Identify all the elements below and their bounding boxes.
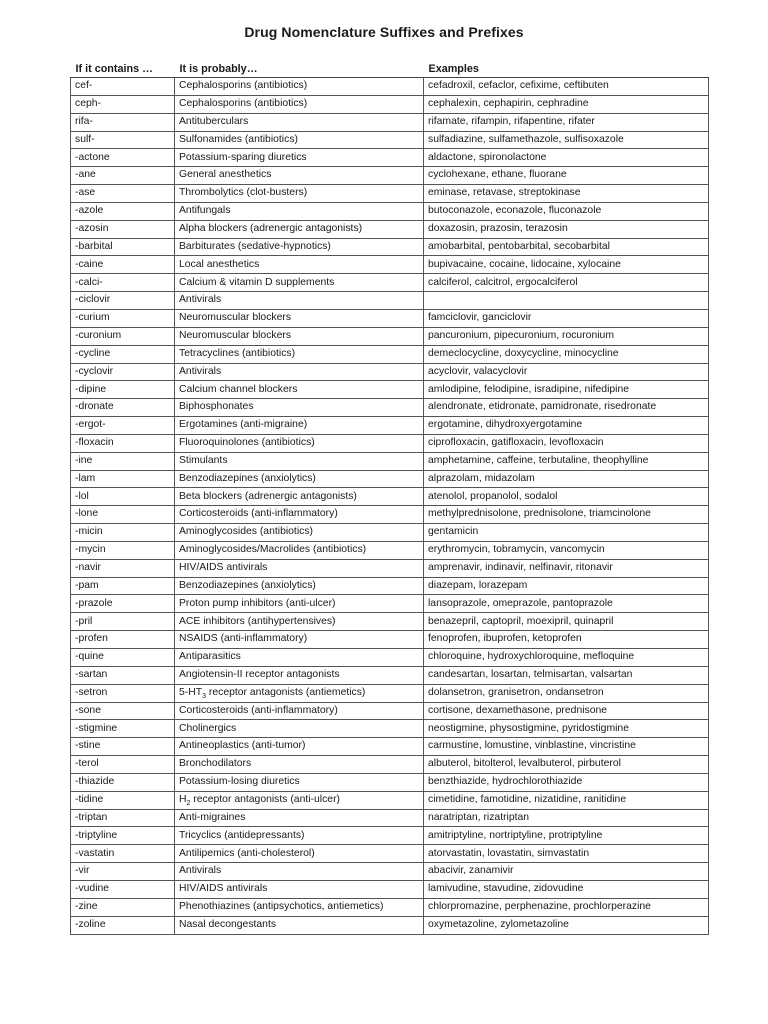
drug-class-cell: Ergotamines (anti-migraine) bbox=[175, 417, 424, 435]
table-row bbox=[71, 434, 709, 452]
table-row bbox=[71, 649, 709, 667]
drug-class-cell: Antifungals bbox=[175, 202, 424, 220]
table-row bbox=[71, 345, 709, 363]
affix-cell: -stine bbox=[71, 738, 175, 756]
affix-cell: -lone bbox=[71, 506, 175, 524]
table-row bbox=[71, 916, 709, 934]
examples-cell: famciclovir, ganciclovir bbox=[424, 309, 709, 327]
header-probably: It is probably… bbox=[175, 61, 424, 78]
table-row bbox=[71, 898, 709, 916]
affix-cell: -barbital bbox=[71, 238, 175, 256]
examples-cell: cortisone, dexamethasone, prednisone bbox=[424, 702, 709, 720]
affix-cell: -cycline bbox=[71, 345, 175, 363]
examples-cell: calciferol, calcitrol, ergocalciferol bbox=[424, 274, 709, 292]
affix-cell: -setron bbox=[71, 684, 175, 702]
affix-cell: -pril bbox=[71, 613, 175, 631]
affix-cell: -profen bbox=[71, 631, 175, 649]
examples-cell: cephalexin, cephapirin, cephradine bbox=[424, 95, 709, 113]
drug-class-cell: Benzodiazepines (anxiolytics) bbox=[175, 470, 424, 488]
examples-cell: lamivudine, stavudine, zidovudine bbox=[424, 880, 709, 898]
affix-cell: -azosin bbox=[71, 220, 175, 238]
examples-cell: albuterol, bitolterol, levalbuterol, pirbuterol bbox=[424, 756, 709, 774]
drug-class-cell: Bronchodilators bbox=[175, 756, 424, 774]
affix-cell: -ciclovir bbox=[71, 292, 175, 310]
examples-cell: diazepam, lorazepam bbox=[424, 577, 709, 595]
affix-cell: -zoline bbox=[71, 916, 175, 934]
table-row bbox=[71, 220, 709, 238]
drug-class-cell: Neuromuscular blockers bbox=[175, 309, 424, 327]
examples-cell: methylprednisolone, prednisolone, triamcinolone bbox=[424, 506, 709, 524]
affix-cell: sulf- bbox=[71, 131, 175, 149]
table-row bbox=[71, 327, 709, 345]
table-row bbox=[71, 666, 709, 684]
drug-class-cell: Tricyclics (antidepressants) bbox=[175, 827, 424, 845]
table-row bbox=[71, 809, 709, 827]
examples-cell: amobarbital, pentobarbital, secobarbital bbox=[424, 238, 709, 256]
table-row bbox=[71, 113, 709, 131]
examples-cell: bupivacaine, cocaine, lidocaine, xylocaine bbox=[424, 256, 709, 274]
examples-cell: aldactone, spironolactone bbox=[424, 149, 709, 167]
affix-cell: -terol bbox=[71, 756, 175, 774]
examples-cell: candesartan, losartan, telmisartan, valsartan bbox=[424, 666, 709, 684]
affix-cell: -prazole bbox=[71, 595, 175, 613]
header-examples: Examples bbox=[424, 61, 709, 78]
examples-cell: alprazolam, midazolam bbox=[424, 470, 709, 488]
examples-cell: cimetidine, famotidine, nizatidine, ranitidine bbox=[424, 791, 709, 809]
drug-class-cell: Barbiturates (sedative-hypnotics) bbox=[175, 238, 424, 256]
drug-class-cell: Cholinergics bbox=[175, 720, 424, 738]
drug-class-cell: Calcium channel blockers bbox=[175, 381, 424, 399]
examples-cell: atenolol, propanolol, sodalol bbox=[424, 488, 709, 506]
examples-cell: pancuronium, pipecuronium, rocuronium bbox=[424, 327, 709, 345]
table-row bbox=[71, 238, 709, 256]
table-row bbox=[71, 185, 709, 203]
examples-cell: cefadroxil, cefaclor, cefixime, ceftibuten bbox=[424, 78, 709, 96]
affix-cell: -stigmine bbox=[71, 720, 175, 738]
table-row bbox=[71, 595, 709, 613]
table-row bbox=[71, 577, 709, 595]
page-title: Drug Nomenclature Suffixes and Prefixes bbox=[244, 24, 524, 40]
examples-cell: erythromycin, tobramycin, vancomycin bbox=[424, 541, 709, 559]
table-row bbox=[71, 363, 709, 381]
table-row bbox=[71, 880, 709, 898]
table-row bbox=[71, 167, 709, 185]
affix-cell: -triptan bbox=[71, 809, 175, 827]
drug-class-cell: Antivirals bbox=[175, 363, 424, 381]
examples-cell: naratriptan, rizatriptan bbox=[424, 809, 709, 827]
affix-cell: -curium bbox=[71, 309, 175, 327]
drug-class-cell: General anesthetics bbox=[175, 167, 424, 185]
affix-cell: -ine bbox=[71, 452, 175, 470]
table-row bbox=[71, 506, 709, 524]
affix-cell: -navir bbox=[71, 559, 175, 577]
table-row bbox=[71, 613, 709, 631]
header-contains: If it contains … bbox=[71, 61, 175, 78]
drug-class-cell: Local anesthetics bbox=[175, 256, 424, 274]
affix-cell: -quine bbox=[71, 649, 175, 667]
examples-cell: rifamate, rifampin, rifapentine, rifater bbox=[424, 113, 709, 131]
affix-cell: -vir bbox=[71, 863, 175, 881]
drug-class-cell: Anti-migraines bbox=[175, 809, 424, 827]
table-row bbox=[71, 399, 709, 417]
affix-cell: -actone bbox=[71, 149, 175, 167]
affix-cell: -lam bbox=[71, 470, 175, 488]
table-row bbox=[71, 541, 709, 559]
examples-cell: abacivir, zanamivir bbox=[424, 863, 709, 881]
affix-cell: -sartan bbox=[71, 666, 175, 684]
examples-cell: gentamicin bbox=[424, 524, 709, 542]
examples-cell: ciprofloxacin, gatifloxacin, levofloxacin bbox=[424, 434, 709, 452]
table-row bbox=[71, 95, 709, 113]
affix-cell: -azole bbox=[71, 202, 175, 220]
examples-cell: butoconazole, econazole, fluconazole bbox=[424, 202, 709, 220]
affix-cell: rifa- bbox=[71, 113, 175, 131]
affix-cell: -sone bbox=[71, 702, 175, 720]
affix-cell: -dronate bbox=[71, 399, 175, 417]
drug-class-cell: Calcium & vitamin D supplements bbox=[175, 274, 424, 292]
affix-cell: -micin bbox=[71, 524, 175, 542]
examples-cell: amitriptyline, nortriptyline, protriptyline bbox=[424, 827, 709, 845]
affix-cell: -vudine bbox=[71, 880, 175, 898]
table-row bbox=[71, 131, 709, 149]
drug-class-cell: $H_2$ receptor antagonists (anti-ulcer) bbox=[175, 791, 424, 809]
table-row bbox=[71, 702, 709, 720]
affix-cell: -triptyline bbox=[71, 827, 175, 845]
examples-cell: alendronate, etidronate, pamidronate, risedronate bbox=[424, 399, 709, 417]
examples-cell: benzthiazide, hydrochlorothiazide bbox=[424, 773, 709, 791]
drug-class-cell: Beta blockers (adrenergic antagonists) bbox=[175, 488, 424, 506]
table-row bbox=[71, 631, 709, 649]
table-row bbox=[71, 417, 709, 435]
affix-cell: -dipine bbox=[71, 381, 175, 399]
affix-cell: -calci- bbox=[71, 274, 175, 292]
table-row bbox=[71, 309, 709, 327]
nomenclature-table bbox=[70, 61, 709, 935]
examples-cell: carmustine, lomustine, vinblastine, vincristine bbox=[424, 738, 709, 756]
table-row bbox=[71, 488, 709, 506]
examples-cell: ergotamine, dihydroxyergotamine bbox=[424, 417, 709, 435]
drug-class-cell: Antituberculars bbox=[175, 113, 424, 131]
examples-cell: sulfadiazine, sulfamethazole, sulfisoxazole bbox=[424, 131, 709, 149]
affix-cell: -floxacin bbox=[71, 434, 175, 452]
examples-cell: lansoprazole, omeprazole, pantoprazole bbox=[424, 595, 709, 613]
drug-class-cell: ACE inhibitors (antihypertensives) bbox=[175, 613, 424, 631]
drug-class-cell: Corticosteroids (anti-inflammatory) bbox=[175, 702, 424, 720]
examples-cell: demeclocycline, doxycycline, minocycline bbox=[424, 345, 709, 363]
table-row bbox=[71, 559, 709, 577]
examples-cell: oxymetazoline, zylometazoline bbox=[424, 916, 709, 934]
table-row bbox=[71, 78, 709, 96]
drug-class-cell: Thrombolytics (clot-busters) bbox=[175, 185, 424, 203]
drug-class-cell: HIV/AIDS antivirals bbox=[175, 880, 424, 898]
affix-cell: ceph- bbox=[71, 95, 175, 113]
drug-class-cell: Antiparasitics bbox=[175, 649, 424, 667]
affix-cell: -lol bbox=[71, 488, 175, 506]
table-row bbox=[71, 791, 709, 809]
drug-class-cell: $5-HT_3$ receptor antagonists (antiemetics) bbox=[175, 684, 424, 702]
examples-cell: amphetamine, caffeine, terbutaline, theophylline bbox=[424, 452, 709, 470]
table-row bbox=[71, 738, 709, 756]
affix-cell: -ane bbox=[71, 167, 175, 185]
table-row bbox=[71, 452, 709, 470]
drug-class-cell: Cephalosporins (antibiotics) bbox=[175, 78, 424, 96]
header-row bbox=[71, 61, 709, 78]
table-row bbox=[71, 720, 709, 738]
examples-cell: atorvastatin, lovastatin, simvastatin bbox=[424, 845, 709, 863]
examples-cell: doxazosin, prazosin, terazosin bbox=[424, 220, 709, 238]
table-row bbox=[71, 470, 709, 488]
table-row bbox=[71, 773, 709, 791]
affix-cell: -pam bbox=[71, 577, 175, 595]
drug-class-cell: Aminoglycosides/Macrolides (antibiotics) bbox=[175, 541, 424, 559]
table-row bbox=[71, 524, 709, 542]
drug-class-cell: Antivirals bbox=[175, 863, 424, 881]
drug-class-cell: NSAIDS (anti-inflammatory) bbox=[175, 631, 424, 649]
examples-cell: amprenavir, indinavir, nelfinavir, ritonavir bbox=[424, 559, 709, 577]
drug-class-cell: Corticosteroids (anti-inflammatory) bbox=[175, 506, 424, 524]
examples-cell: eminase, retavase, streptokinase bbox=[424, 185, 709, 203]
table-row bbox=[71, 149, 709, 167]
drug-class-cell: Antivirals bbox=[175, 292, 424, 310]
examples-cell: amlodipine, felodipine, isradipine, nifedipine bbox=[424, 381, 709, 399]
drug-class-cell: Antilipemics (anti-cholesterol) bbox=[175, 845, 424, 863]
drug-class-cell: Nasal decongestants bbox=[175, 916, 424, 934]
table-row bbox=[71, 274, 709, 292]
drug-class-cell: Biphosphonates bbox=[175, 399, 424, 417]
affix-cell: -zine bbox=[71, 898, 175, 916]
examples-cell: chlorpromazine, perphenazine, prochlorperazine bbox=[424, 898, 709, 916]
table-row bbox=[71, 756, 709, 774]
drug-class-cell: Benzodiazepines (anxiolytics) bbox=[175, 577, 424, 595]
examples-cell: dolansetron, granisetron, ondansetron bbox=[424, 684, 709, 702]
table-row bbox=[71, 202, 709, 220]
table-row bbox=[71, 863, 709, 881]
affix-cell: -cyclovir bbox=[71, 363, 175, 381]
drug-class-cell: Antineoplastics (anti-tumor) bbox=[175, 738, 424, 756]
affix-cell: cef- bbox=[71, 78, 175, 96]
affix-cell: -mycin bbox=[71, 541, 175, 559]
examples-cell: benazepril, captopril, moexipril, quinapril bbox=[424, 613, 709, 631]
table-row bbox=[71, 256, 709, 274]
affix-cell: -ergot- bbox=[71, 417, 175, 435]
drug-class-cell: Potassium-sparing diuretics bbox=[175, 149, 424, 167]
affix-cell: -caine bbox=[71, 256, 175, 274]
affix-cell: -ase bbox=[71, 185, 175, 203]
drug-class-cell: HIV/AIDS antivirals bbox=[175, 559, 424, 577]
examples-cell: cyclohexane, ethane, fluorane bbox=[424, 167, 709, 185]
affix-cell: -thiazide bbox=[71, 773, 175, 791]
table-row bbox=[71, 381, 709, 399]
affix-cell: -vastatin bbox=[71, 845, 175, 863]
drug-class-cell: Phenothiazines (antipsychotics, antiemetics) bbox=[175, 898, 424, 916]
drug-class-cell: Stimulants bbox=[175, 452, 424, 470]
examples-cell: chloroquine, hydroxychloroquine, mefloquine bbox=[424, 649, 709, 667]
table-row bbox=[71, 684, 709, 702]
examples-cell bbox=[424, 292, 709, 310]
drug-class-cell: Neuromuscular blockers bbox=[175, 327, 424, 345]
examples-cell: neostigmine, physostigmine, pyridostigmine bbox=[424, 720, 709, 738]
table-row bbox=[71, 292, 709, 310]
table-row bbox=[71, 827, 709, 845]
affix-cell: -tidine bbox=[71, 791, 175, 809]
affix-cell: -curonium bbox=[71, 327, 175, 345]
drug-class-cell: Fluoroquinolones (antibiotics) bbox=[175, 434, 424, 452]
table-body bbox=[71, 78, 709, 935]
table-row bbox=[71, 845, 709, 863]
drug-class-cell: Aminoglycosides (antibiotics) bbox=[175, 524, 424, 542]
drug-class-cell: Sulfonamides (antibiotics) bbox=[175, 131, 424, 149]
table-header bbox=[71, 61, 709, 78]
drug-class-cell: Potassium-losing diuretics bbox=[175, 773, 424, 791]
examples-cell: fenoprofen, ibuprofen, ketoprofen bbox=[424, 631, 709, 649]
drug-class-cell: Proton pump inhibitors (anti-ulcer) bbox=[175, 595, 424, 613]
drug-class-cell: Cephalosporins (antibiotics) bbox=[175, 95, 424, 113]
drug-class-cell: Alpha blockers (adrenergic antagonists) bbox=[175, 220, 424, 238]
examples-cell: acyclovir, valacyclovir bbox=[424, 363, 709, 381]
drug-class-cell: Tetracyclines (antibiotics) bbox=[175, 345, 424, 363]
drug-class-cell: Angiotensin-II receptor antagonists bbox=[175, 666, 424, 684]
